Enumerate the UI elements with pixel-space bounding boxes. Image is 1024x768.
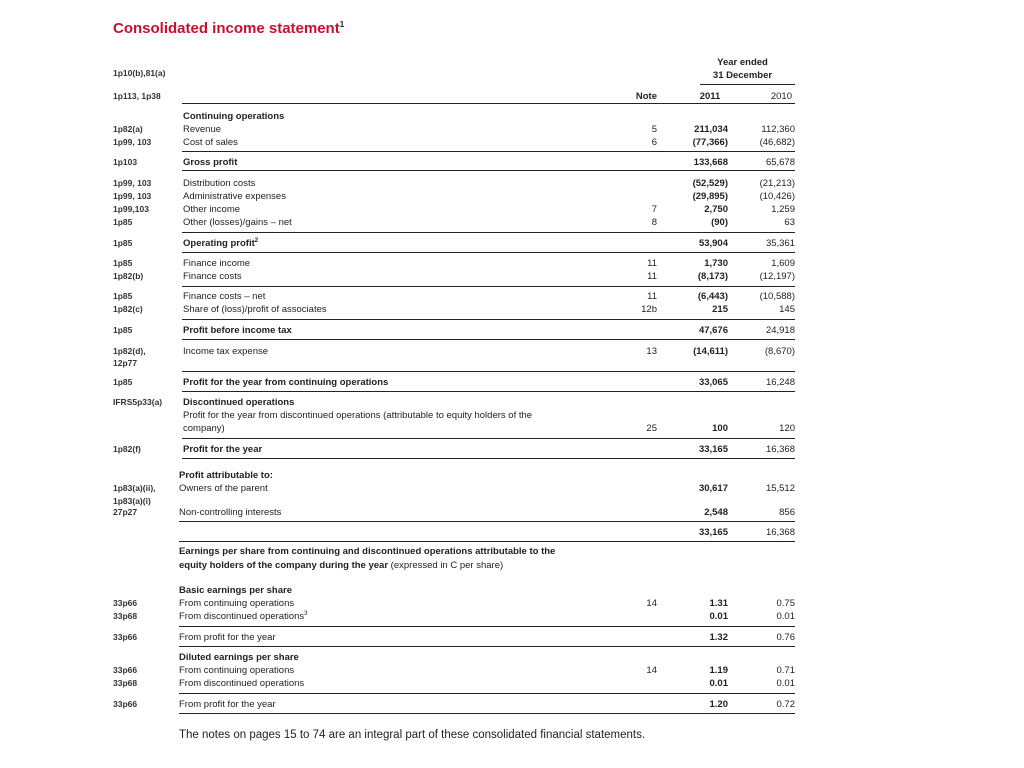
row-reference: 1p83(a)(ii), bbox=[113, 483, 156, 493]
value-2010: (21,213) bbox=[759, 178, 795, 189]
row-reference: 33p68 bbox=[113, 678, 138, 688]
row-description: Discontinued operations bbox=[183, 397, 295, 408]
row-reference: 1p83(a)(i) bbox=[113, 496, 151, 506]
row-rule bbox=[182, 458, 795, 459]
row-reference: 1p85 bbox=[113, 291, 133, 301]
row-note: 25 bbox=[646, 423, 657, 434]
year-2011-header: 2011 bbox=[699, 91, 721, 102]
row-reference: 1p85 bbox=[113, 377, 133, 387]
row-note: 5 bbox=[651, 124, 657, 135]
value-2011: (14,611) bbox=[693, 346, 728, 357]
value-2011: 1.31 bbox=[709, 598, 728, 609]
row-description: Revenue bbox=[183, 124, 222, 135]
row-reference: 33p66 bbox=[113, 665, 138, 675]
row-reference: 1p82(d), bbox=[113, 346, 146, 356]
row-note: 13 bbox=[646, 346, 657, 357]
row-reference: 1p85 bbox=[113, 238, 133, 248]
value-2011: 100 bbox=[712, 423, 728, 434]
value-2010: (10,588) bbox=[759, 291, 795, 302]
row-reference: 1p99,103 bbox=[113, 204, 149, 214]
row-description: Continuing operations bbox=[183, 111, 285, 122]
value-2011: (6,443) bbox=[697, 291, 728, 302]
row-rule bbox=[179, 693, 795, 694]
value-2011: 53,904 bbox=[698, 238, 728, 249]
row-rule bbox=[182, 232, 795, 233]
row-reference: 27p27 bbox=[113, 507, 138, 517]
row-note: 11 bbox=[647, 291, 657, 302]
row-description: Gross profit bbox=[183, 157, 238, 168]
date-label: 31 December bbox=[712, 70, 773, 81]
row-description: Share of (loss)/profit of associates bbox=[183, 304, 327, 315]
value-2010: 0.75 bbox=[776, 598, 795, 609]
row-reference: 1p82(a) bbox=[113, 124, 143, 134]
row-reference: 33p68 bbox=[113, 611, 138, 621]
row-description: Basic earnings per share bbox=[179, 585, 292, 596]
footnote-marker: 2 bbox=[254, 238, 259, 244]
year-2010-header: 2010 bbox=[770, 91, 792, 102]
header-underline bbox=[700, 84, 795, 85]
value-2010: 16,248 bbox=[765, 377, 795, 388]
value-2010: 63 bbox=[784, 217, 795, 228]
value-2011: 211,034 bbox=[694, 124, 728, 135]
row-description: Finance income bbox=[183, 258, 251, 269]
value-2010: 65,678 bbox=[765, 157, 795, 168]
row-description: Profit attributable to: bbox=[179, 470, 273, 481]
value-2010: 15,512 bbox=[765, 483, 795, 494]
row-description: Profit for the year bbox=[183, 444, 263, 455]
row-reference: 1p99, 103 bbox=[113, 191, 152, 201]
row-reference: 1p82(c) bbox=[113, 304, 143, 314]
row-rule bbox=[182, 252, 795, 253]
row-description: From discontinued operations$^3$ bbox=[179, 611, 308, 623]
title-footnote-marker: 1 bbox=[339, 20, 345, 29]
row-description: Finance costs bbox=[183, 271, 242, 282]
row-reference: 1p99, 103 bbox=[113, 178, 152, 188]
value-2011: (8,173) bbox=[697, 271, 728, 282]
title-text: Consolidated income statement bbox=[113, 20, 340, 37]
value-2010: 1,259 bbox=[771, 204, 795, 215]
header-ref-1: 1p10(b),81(a) bbox=[113, 68, 166, 78]
value-2011: 33,165 bbox=[698, 444, 728, 455]
row-description: Cost of sales bbox=[183, 137, 238, 148]
row-description: Finance costs – net bbox=[183, 291, 266, 302]
row-reference: 1p85 bbox=[113, 325, 133, 335]
row-reference: 33p66 bbox=[113, 632, 138, 642]
value-2011: 133,668 bbox=[693, 157, 728, 168]
row-reference: 33p66 bbox=[113, 699, 138, 709]
row-reference: 1p82(b) bbox=[113, 271, 144, 281]
row-note: 12b bbox=[641, 304, 657, 315]
value-2010: (10,426) bbox=[759, 191, 795, 202]
value-2010: 145 bbox=[779, 304, 795, 315]
value-2010: 0.01 bbox=[776, 611, 795, 622]
row-rule bbox=[179, 626, 795, 627]
row-description: company) bbox=[183, 423, 225, 434]
row-rule bbox=[182, 339, 795, 340]
row-reference: 33p66 bbox=[113, 598, 138, 608]
row-description: Earnings per share from continuing and discontinued operations attributable to the bbox=[179, 546, 556, 557]
description-suffix: (expressed in C per share) bbox=[388, 560, 504, 571]
row-reference: 1p82(f) bbox=[113, 444, 141, 454]
row-description: Non-controlling interests bbox=[179, 507, 282, 518]
row-rule bbox=[182, 151, 795, 152]
header-ref-2: 1p113, 1p38 bbox=[113, 91, 161, 101]
year-ended-label: Year ended bbox=[717, 57, 768, 68]
value-2010: 0.76 bbox=[776, 632, 795, 643]
value-2011: 1.20 bbox=[709, 699, 728, 710]
page-title bbox=[113, 20, 344, 37]
footer-note: The notes on pages 15 to 74 are an integral part of these consolidated financial statements. bbox=[179, 729, 646, 741]
row-description: Other (losses)/gains – net bbox=[183, 217, 292, 228]
row-rule bbox=[182, 438, 795, 439]
row-note: 11 bbox=[647, 271, 657, 282]
row-reference: 1p85 bbox=[113, 217, 133, 227]
header-rule bbox=[182, 103, 795, 104]
row-note: 8 bbox=[651, 217, 657, 228]
value-2011: 0.01 bbox=[709, 611, 728, 622]
value-2010: (8,670) bbox=[764, 346, 795, 357]
row-description: Income tax expense bbox=[183, 346, 269, 357]
row-description: Diluted earnings per share bbox=[179, 652, 299, 663]
row-rule bbox=[179, 713, 795, 714]
value-2010: 16,368 bbox=[765, 527, 795, 538]
value-2010: (46,682) bbox=[759, 137, 795, 148]
row-description: Owners of the parent bbox=[179, 483, 268, 494]
row-description: Profit for the year from discontinued operations (attributable to equity holders of the bbox=[183, 410, 533, 421]
row-description: From continuing operations bbox=[179, 665, 295, 676]
value-2010: 0.71 bbox=[776, 665, 795, 676]
row-reference: 12p77 bbox=[113, 358, 138, 368]
row-rule bbox=[182, 371, 795, 372]
row-rule bbox=[182, 286, 795, 287]
value-2010: 112,360 bbox=[761, 124, 795, 135]
row-note: 6 bbox=[651, 137, 657, 148]
value-2010: 24,918 bbox=[765, 325, 795, 336]
value-2010: 856 bbox=[779, 507, 795, 518]
row-reference: 1p85 bbox=[113, 258, 133, 268]
value-2010: 35,361 bbox=[765, 238, 795, 249]
value-2010: 0.01 bbox=[776, 678, 795, 689]
row-rule bbox=[179, 541, 795, 542]
value-2010: 16,368 bbox=[765, 444, 795, 455]
value-2011: 215 bbox=[712, 304, 728, 315]
row-description: Operating profit$^2$ bbox=[183, 238, 259, 250]
value-2011: 2,548 bbox=[704, 507, 728, 518]
value-2011: 0.01 bbox=[709, 678, 728, 689]
row-description: Profit before income tax bbox=[183, 325, 292, 336]
row-description: equity holders of the company during the year (expressed in C per share) bbox=[179, 560, 504, 571]
row-rule bbox=[179, 521, 795, 522]
row-rule bbox=[179, 646, 795, 647]
value-2011: (52,529) bbox=[692, 178, 728, 189]
value-2011: 33,165 bbox=[698, 527, 728, 538]
row-note: 7 bbox=[651, 204, 657, 215]
row-description: Administrative expenses bbox=[183, 191, 286, 202]
note-column-header: Note bbox=[635, 91, 657, 102]
value-2011: 47,676 bbox=[698, 325, 728, 336]
row-description: From continuing operations bbox=[179, 598, 295, 609]
row-reference: 1p103 bbox=[113, 157, 138, 167]
value-2010: 1,609 bbox=[771, 258, 795, 269]
row-reference: 1p99, 103 bbox=[113, 137, 152, 147]
row-note: 14 bbox=[646, 598, 657, 609]
row-description: From discontinued operations bbox=[179, 678, 305, 689]
row-description: From profit for the year bbox=[179, 699, 276, 710]
value-2010: 120 bbox=[779, 423, 795, 434]
value-2010: (12,197) bbox=[759, 271, 795, 282]
value-2011: 1,730 bbox=[704, 258, 728, 269]
row-description: Profit for the year from continuing operations bbox=[183, 377, 389, 388]
value-2011: (29,895) bbox=[692, 191, 728, 202]
value-2011: 2,750 bbox=[704, 204, 728, 215]
row-rule bbox=[182, 170, 795, 171]
row-description: Distribution costs bbox=[183, 178, 256, 189]
row-description: Other income bbox=[183, 204, 241, 215]
value-2011: 1.19 bbox=[709, 665, 728, 676]
footnote-marker: 3 bbox=[304, 611, 308, 617]
value-2011: (77,366) bbox=[692, 137, 728, 148]
value-2011: (90) bbox=[711, 217, 728, 228]
row-note: 11 bbox=[647, 258, 657, 269]
row-rule bbox=[182, 391, 795, 392]
row-note: 14 bbox=[646, 665, 657, 676]
value-2011: 30,617 bbox=[698, 483, 728, 494]
row-description: From profit for the year bbox=[179, 632, 276, 643]
row-rule bbox=[182, 319, 795, 320]
value-2010: 0.72 bbox=[776, 699, 795, 710]
row-reference: IFRS5p33(a) bbox=[113, 397, 163, 407]
value-2011: 1.32 bbox=[709, 632, 728, 643]
value-2011: 33,065 bbox=[698, 377, 728, 388]
